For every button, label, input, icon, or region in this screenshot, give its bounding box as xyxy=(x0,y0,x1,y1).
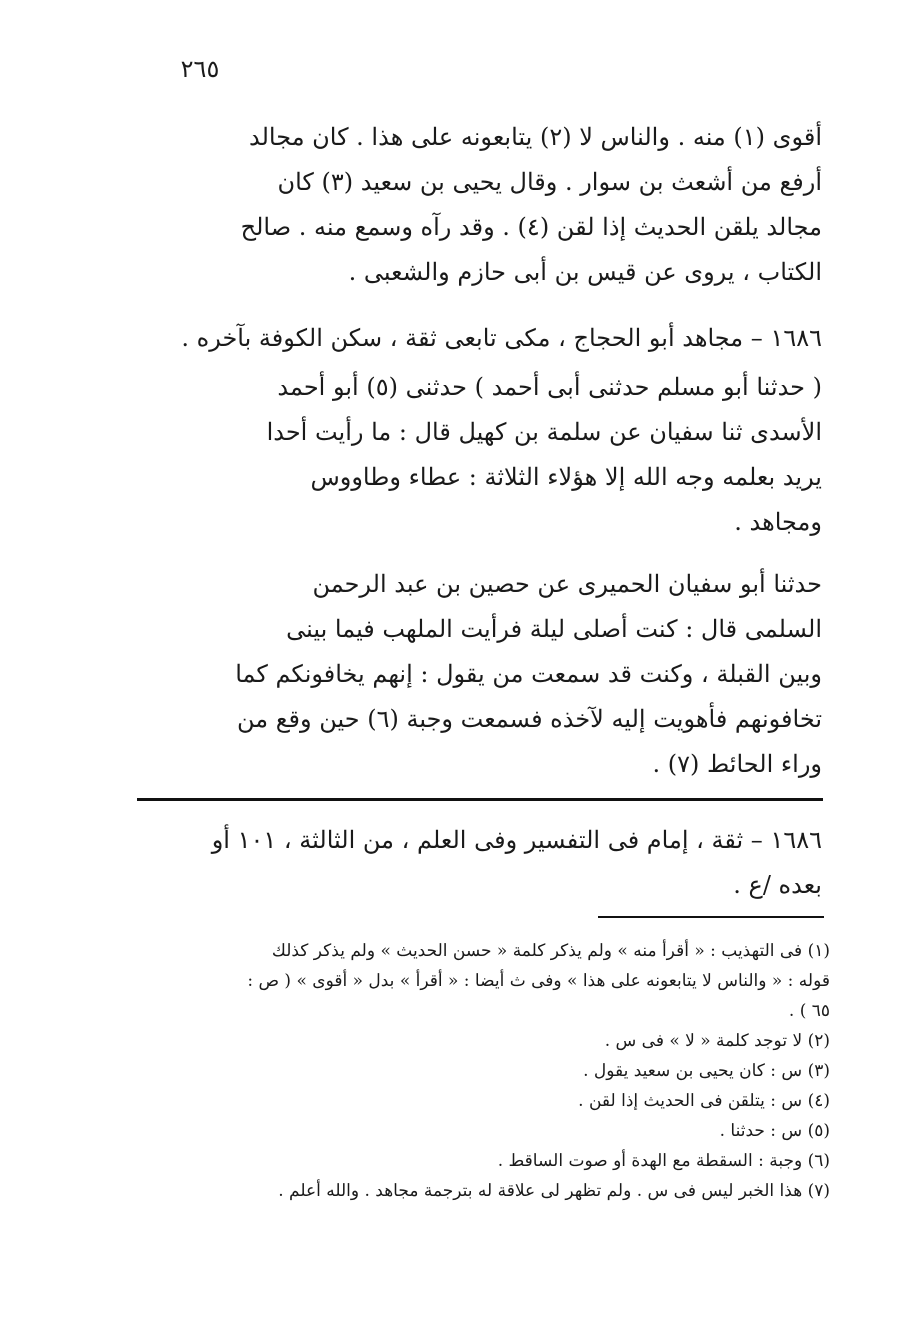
footnote-line: (٦) وجبة : السقطة مع الهدة أو صوت الساقط . xyxy=(497,1151,830,1171)
footnote-line: (١) فى التهذيب : « أقرأ منه » ولم يذكر كلمة « حسن الحديث » ولم يذكر كذلك xyxy=(271,941,830,961)
bio-note-line: بعده /ع . xyxy=(733,871,822,899)
text-line: وبين القبلة ، وكنت قد سمعت من يقول : إنهم يخافونكم كما xyxy=(235,660,822,688)
footnote-line: قوله : « والناس لا يتابعونه على هذا » وفى ث أيضا : « أقرأ » بدل « أقوى » ( ص : xyxy=(247,971,830,991)
footnote-line: ٦٥ ) . xyxy=(788,1001,830,1021)
text-line: الأسدى ثنا سفيان عن سلمة بن كهيل قال : ما رأيت أحدا xyxy=(266,418,822,446)
text-line: مجالد يلقن الحديث إذا لقن (٤) . وقد رآه وسمع منه . صالح xyxy=(240,213,822,241)
text-line: وراء الحائط (٧) . xyxy=(652,750,822,778)
footnotes xyxy=(130,936,830,1206)
text-line: ( حدثنا أبو مسلم حدثنى أبى أحمد ) حدثنى (٥) أبو أحمد xyxy=(277,373,822,401)
footnote-line: (٤) س : يتلقن فى الحديث إذا لقن . xyxy=(578,1091,830,1111)
text-line: يريد بعلمه وجه الله إلا هؤلاء الثلاثة : عطاء وطاووس xyxy=(310,463,822,491)
text-line: ومجاهد . xyxy=(734,508,822,536)
text-line: أقوى (١) منه . والناس لا (٢) يتابعونه على هذا . كان مجالد xyxy=(248,123,822,151)
entry-paragraph-1 xyxy=(132,365,822,545)
text-line: الكتاب ، يروى عن قيس بن أبى حازم والشعبى . xyxy=(348,258,822,286)
text-line: تخافونهم فأهويت إليه لآخذه فسمعت وجبة (٦) حين وقع من xyxy=(237,705,822,733)
footnote-line: (٣) س : كان يحيى بن سعيد يقول . xyxy=(583,1061,830,1081)
page-number: ٢٦٥ xyxy=(180,55,220,83)
entry-paragraph-2 xyxy=(132,562,822,787)
entry-number: ١٦٨٦ xyxy=(770,324,822,352)
continuation-paragraph xyxy=(132,115,822,295)
entry-dash: – xyxy=(750,324,763,352)
main-text-divider xyxy=(137,798,823,801)
footnote-line: (٥) س : حدثنا . xyxy=(719,1121,830,1141)
text-line: حدثنا أبو سفيان الحميرى عن حصين بن عبد الرحمن xyxy=(312,570,822,598)
footnote-line: (٢) لا توجد كلمة « لا » فى س . xyxy=(604,1031,830,1051)
bio-note-line: ١٦٨٦ – ثقة ، إمام فى التفسير وفى العلم ، من الثالثة ، ١٠١ أو xyxy=(211,826,822,854)
entry-heading xyxy=(92,316,822,361)
bio-note xyxy=(132,818,822,908)
entry-head-text: مجاهد أبو الحجاج ، مكى تابعى ثقة ، سكن الكوفة بآخره . xyxy=(181,324,744,352)
footnote-line: (٧) هذا الخبر ليس فى س . ولم تظهر لى علاقة له بترجمة مجاهد . والله أعلم . xyxy=(278,1181,830,1201)
footnote-divider xyxy=(598,916,824,918)
text-line: السلمى قال : كنت أصلى ليلة فرأيت الملهب فيما بينى xyxy=(286,615,822,643)
text-line: أرفع من أشعث بن سوار . وقال يحيى بن سعيد (٣) كان xyxy=(277,168,822,196)
